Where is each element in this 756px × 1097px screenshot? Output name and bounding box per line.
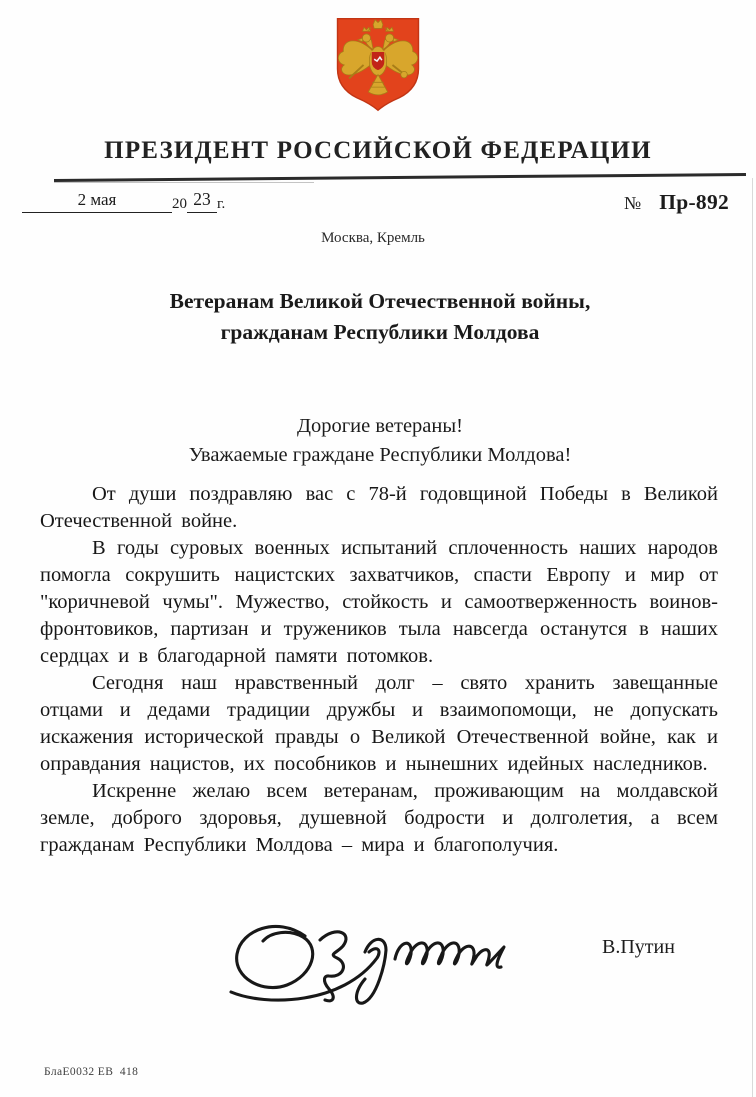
document-number: [624, 190, 729, 215]
scan-edge-artifact: [752, 178, 753, 1097]
handwritten-signature: [225, 910, 560, 1008]
signer-name: В.Путин: [602, 936, 675, 958]
date-suffix: г.: [217, 196, 226, 212]
greeting-line-1: Дорогие ветераны!: [297, 415, 463, 437]
russian-coat-of-arms-icon: [325, 14, 431, 114]
date-century: 20: [172, 196, 187, 212]
body-paragraph-2: В годы суровых военных испытаний сплоченность наших народов помогла сокрушить нацистских захватчиков, спасти Европу и мир от "коричневой чумы". Мужество, стойкость и самоотверженность воинов-фронтовиков, партизан и тружеников тыла навсегда останутся в наших сердцах и в благодарной памяти потомков.: [40, 537, 718, 667]
letter-body: [40, 481, 718, 859]
greeting-block: [0, 412, 756, 470]
date-value: 2 мая: [22, 190, 172, 213]
addressee-block: [0, 286, 756, 348]
letterhead-rule: [54, 173, 746, 182]
body-paragraph-3: Сегодня наш нравственный долг – свято хранить завещанные отцами и дедами традиции дружбы и взаимопомощи, не допускать искажения исторической правды о Великой Отечественной войне, как и оправдания нацистов, их пособников и нынешних идейных наследников.: [40, 672, 718, 775]
place-line: Москва, Кремль: [321, 230, 425, 246]
addressee-line-1: Ветеранам Великой Отечественной войны,: [169, 289, 591, 313]
body-paragraph-4: Искренне желаю всем ветеранам, проживающим на молдавской земле, доброго здоровья, душевной бодрости и долголетия, а всем гражданам Республики Молдова – мира и благополучия.: [40, 780, 718, 856]
number-value: Пр-892: [659, 190, 730, 214]
letterhead-rule-thin: [54, 182, 314, 183]
number-sign: №: [624, 193, 642, 213]
body-paragraph-1: От души поздравляю вас с 78-й годовщиной Победы в Великой Отечественной войне.: [40, 483, 718, 532]
addressee-line-2: гражданам Республики Молдова: [220, 320, 540, 344]
date-year: 23: [187, 189, 217, 213]
date-row: [22, 189, 225, 213]
letterhead-title: ПРЕЗИДЕНТ РОССИЙСКОЙ ФЕДЕРАЦИИ: [104, 137, 652, 164]
greeting-line-2: Уважаемые граждане Республики Молдова!: [188, 444, 572, 466]
footer-print-code: БлаЕ0032 ЕВ 418: [44, 1066, 139, 1078]
